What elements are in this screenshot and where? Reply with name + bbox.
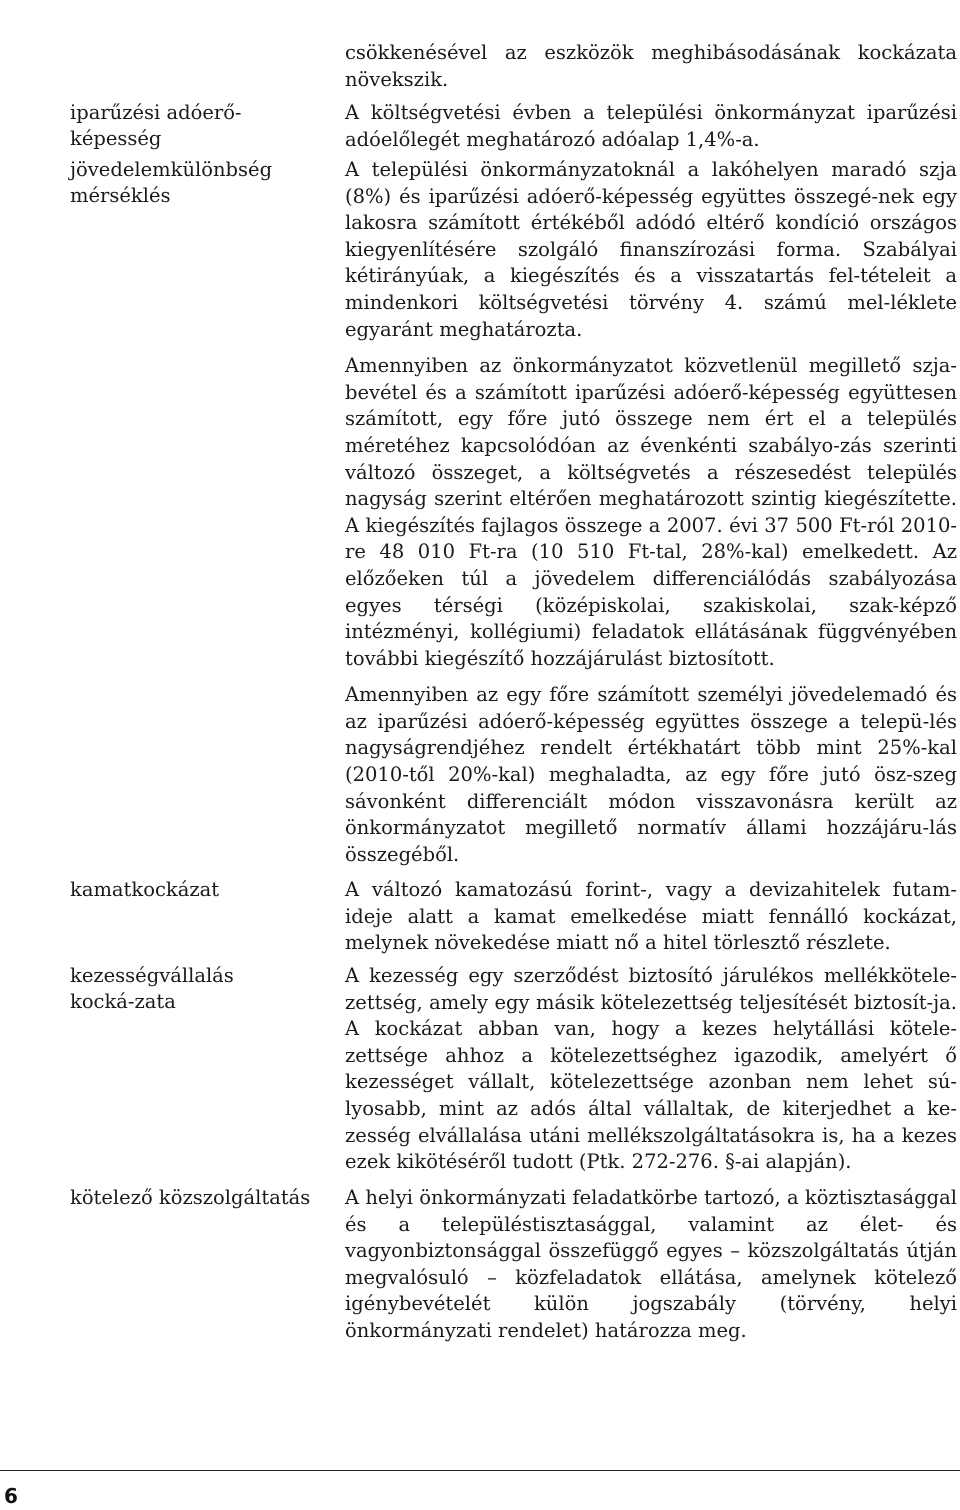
definition-paragraph: A változó kamatozású forint-, vagy a devizahitelek futam-ideje alatt a kamat emelkedése miatt fennálló kockázat, melynek növekedése miatt nő a hitel törlesztő részlete. bbox=[345, 878, 957, 955]
glossary-term: kamatkockázat bbox=[70, 878, 220, 901]
glossary-definition bbox=[345, 157, 957, 878]
definition-paragraph: Amennyiben az egy főre számított személyi jövedelemadó és az iparűzési adóerő-képesség együttes összege a telepü-lés nagyságrendjéhez rendelt értékhatárt több mint 25%-kal (2010-től 20%-kal) meghaladta, az egy főre jutó ösz-szeg sávonként differenciált módon visszavonásra került az önkormányzatot megillető normatív állami hozzájáru-lás összegéből. bbox=[345, 683, 957, 866]
definition-paragraph: A települési önkormányzatoknál a lakóhelyen maradó szja (8%) és iparűzési adóerő-képesség együttes összegé-nek egy lakosra számított értékéből adódó eltérő kondíció országos kiegyenlítésére szolgáló finanszírozási forma. Szabályai kétirányúak, a kiegészítés és a visszatartás fel-tételeit a mindenkori költségvetési törvény 4. számú mel-léklete egyaránt meghatározta. bbox=[345, 158, 957, 341]
definition-paragraph: A költségvetési évben a települési önkormányzat iparűzési adóelőlegét meghatározó adóalap 1,4%-a. bbox=[345, 101, 957, 151]
glossary-definition bbox=[345, 40, 957, 103]
definition-paragraph: csökkenésével az eszközök meghibásodásának kockázata növekszik. bbox=[345, 41, 957, 91]
glossary-definition bbox=[345, 963, 957, 1186]
glossary-term: jövedelemkülönbség mérséklés bbox=[70, 158, 273, 207]
glossary-definition bbox=[345, 1185, 957, 1355]
footer-divider bbox=[0, 1470, 960, 1471]
glossary-definition bbox=[345, 877, 957, 967]
definition-paragraph: A kezesség egy szerződést biztosító járulékos mellékkötele-zettség, amely egy másik kötelezettség teljesítését biztosít-ja. A kockázat abban van, hogy a kezes helytállási kötele-zettsége ahhoz a kötelezettséghez igazodik, amelyért ő kezességet vállalt, kötelezettsége azonban nem lehet sú-lyosabb, mint az adós által vállaltak, de kiterjedhet a ke-zesség elvállalása utáni mellékszolgáltatásokra is, ha a kezes ezek kikötéséről tudott (Ptk. 272-276. §-ai alapján). bbox=[345, 964, 957, 1174]
glossary-term: iparűzési adóerő-képesség bbox=[70, 101, 242, 150]
glossary-term: kezességvállalás kocká-zata bbox=[70, 964, 234, 1013]
definition-paragraph: A helyi önkormányzati feladatkörbe tartozó, a köztisztasággal és a településtisztasággal, valamint az élet- és vagyonbiztonsággal összefüggő egyes – közszolgáltatás útján megvalósuló – közfeladatok ellátása, amelynek kötelező igénybevételét külön jogszabály (törvény, helyi önkormányzati rendelet) határozza meg. bbox=[345, 1186, 957, 1342]
glossary-term: kötelező közszolgáltatás bbox=[70, 1186, 311, 1209]
definition-paragraph: Amennyiben az önkormányzatot közvetlenül megillető szja-bevétel és a számított iparűzési adóerő-képesség együttesen számított, egy főre jutó összege nem ért el a település méretéhez kapcsolódóan az évenkénti szabályo-zás szerinti változó összeget, a költségvetés a részesedést település nagyság szerint eltérően meghatározott szintig kiegészítette. A kiegészítés fajlagos összege a 2007. évi 37 500 Ft-ról 2010-re 48 010 Ft-ra (10 510 Ft-tal, 28%-kal) emelkedett. Az előzőeken túl a jövedelem differenciálódás szabályozása egyes térségi (középiskolai, szakiskolai, szak-képző intézményi, kollégiumi) feladatok ellátásának függvényében további kiegészítő hozzájárulást biztosított. bbox=[345, 354, 957, 670]
page-number: 6 bbox=[4, 1484, 18, 1508]
glossary-definition bbox=[345, 100, 957, 163]
